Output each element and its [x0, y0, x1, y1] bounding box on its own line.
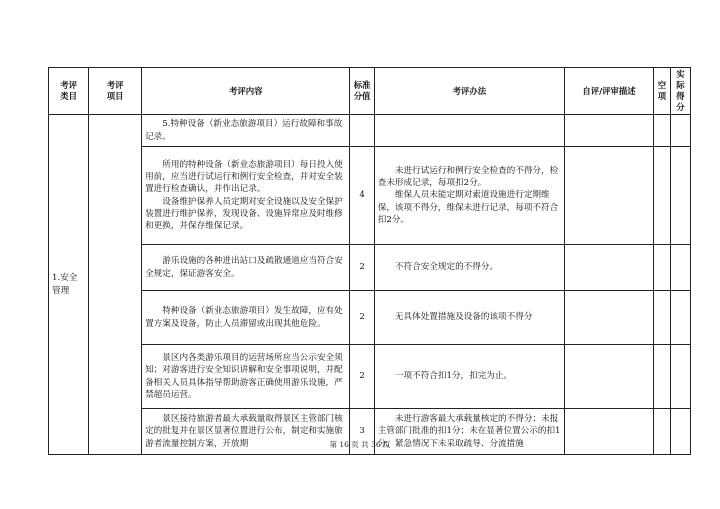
content-cell: 游乐设施的各种进出站口及疏散通道应当符合安全规定，保证游客安全。 [142, 245, 350, 291]
header-method: 考评办法 [374, 68, 564, 115]
method-cell: 未进行试运行和例行安全检查的不得分，检查未形成记录，每项扣2分。 维保人员未能定期对索道设施进行定期维保，该项不得分，维保未进行记录，每项不符合扣2分。 [374, 147, 564, 245]
score-cell: 4 [350, 147, 374, 245]
blank-item-cell [653, 345, 670, 409]
table-header-row [49, 68, 691, 115]
score-cell [350, 115, 374, 147]
table-row [49, 245, 691, 291]
page-footer: 第 16 页 共 36 页 [329, 440, 391, 449]
actual-score-cell [670, 345, 690, 409]
self-review-cell [565, 147, 654, 245]
content-cell: 5.特种设备（新业态旅游项目）运行故障和事故记录。 [142, 115, 350, 147]
header-self-review: 自评/评审描述 [565, 68, 654, 115]
blank-item-cell [653, 245, 670, 291]
content-cell: 特种设备（新业态旅游项目）发生故障，应有处置方案及设备，防止人员滞留或出现其他危险。 [142, 291, 350, 345]
table-row [49, 345, 691, 409]
header-actual-score: 实际 得分 [670, 68, 690, 115]
blank-item-cell [653, 147, 670, 245]
item-cell [89, 115, 142, 455]
content-cell: 景区内各类游乐项目的运营场所应当公示安全须知；对游客进行安全知识讲解和安全事项说明，并配备相关人员具体指导帮助游客正确使用游乐设施，严禁超员运营。 [142, 345, 350, 409]
blank-item-cell [653, 291, 670, 345]
score-cell: 2 [350, 291, 374, 345]
method-cell: 不符合安全规定的不得分。 [374, 245, 564, 291]
blank-item-cell [653, 115, 670, 147]
method-cell [374, 115, 564, 147]
method-cell: 无具体处置措施及设备的该项不得分 [374, 291, 564, 345]
actual-score-cell [670, 147, 690, 245]
header-blank-item: 空 项 [653, 68, 670, 115]
score-cell: 3 [350, 409, 374, 455]
self-review-cell [565, 291, 654, 345]
self-review-cell [565, 115, 654, 147]
table-row [49, 291, 691, 345]
content-cell: 景区接待旅游者最大承载量取得景区主管部门核定的批复并在景区显著位置进行公布，制定和实施旅游者流量控制方案，开放期 [142, 409, 350, 455]
actual-score-cell [670, 291, 690, 345]
actual-score-cell [670, 115, 690, 147]
header-item: 考评 项目 [89, 68, 142, 115]
content-cell: 所用的特种设备（新业态旅游项目）每日投入使用前，应当进行试运行和例行安全检查，并对安全装置进行检查确认，并作出记录。 设备维护保养人员定期对安全设施以及安全保护装置进行维护保养，发现设备、设施异常应及时维修和更换，并保存维保记录。 [142, 147, 350, 245]
category-cell: 1.安全 管理 [49, 115, 89, 455]
header-content: 考评内容 [142, 68, 350, 115]
score-cell: 2 [350, 345, 374, 409]
table-row [49, 147, 691, 245]
evaluation-table [48, 67, 691, 455]
self-review-cell [565, 345, 654, 409]
method-cell: 未进行游客最大承载量核定的不得分；未报主管部门批准的扣1分；未在显著位置公示的扣1分，紧急情况下未采取疏导、分流措施 [374, 409, 564, 455]
header-score: 标准 分值 [350, 68, 374, 115]
table-row [49, 115, 691, 147]
self-review-cell [565, 245, 654, 291]
actual-score-cell [670, 245, 690, 291]
header-category: 考评 类目 [49, 68, 89, 115]
method-cell: 一项不符合扣1分，扣完为止。 [374, 345, 564, 409]
score-cell: 2 [350, 245, 374, 291]
